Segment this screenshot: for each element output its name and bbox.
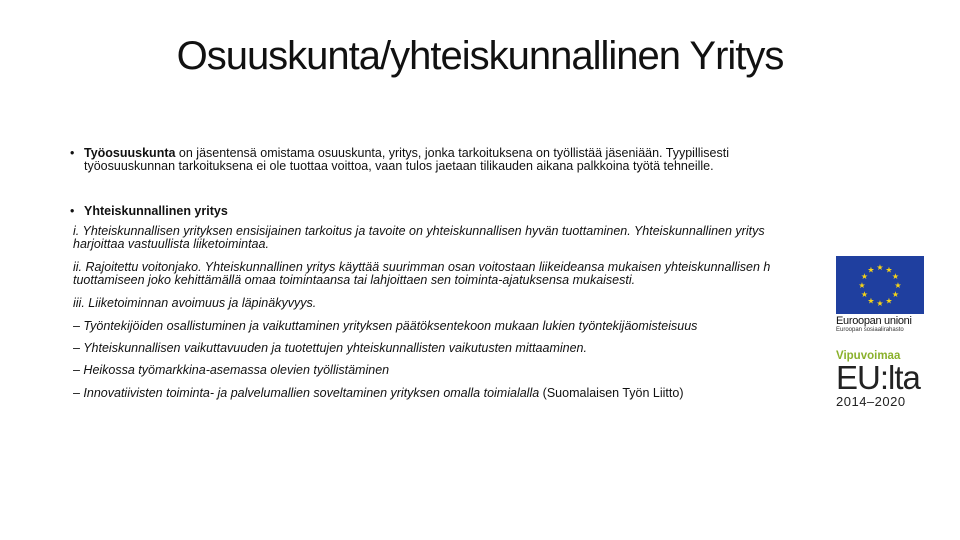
svg-text:★: ★ [876, 263, 884, 272]
svg-text:★: ★ [891, 290, 900, 299]
bullet-text: on jäsentensä omistama osuuskunta, yritys, jonka tarkoituksena on työllistää jäseniään. Tyypillisesti [175, 146, 729, 160]
vipuvoimaa-name: Vipuvoimaa [836, 350, 901, 362]
bullet-term: Yhteiskunnallinen yritys [84, 204, 228, 218]
svg-text:★: ★ [867, 296, 875, 306]
svg-text:★: ★ [885, 265, 893, 275]
eu-logo [836, 256, 926, 333]
eu-flag-icon [836, 256, 924, 314]
slide-title: Osuuskunta/yhteiskunnallinen Yritys [176, 34, 784, 78]
svg-text:★: ★ [885, 296, 893, 306]
bullet-yhteiskunnallinen-yritys [70, 205, 228, 218]
bullet-text-line2: työosuuskunnan tarkoituksena ei ole tuottaa voittoa, vaan tulos jaetaan tilikauden aikana palkkoina työtä tehneille. [84, 159, 714, 173]
eu-subcaption: Euroopan sosiaalirahasto [836, 327, 904, 333]
svg-text:★: ★ [867, 265, 875, 275]
vipuvoimaa-logo [836, 350, 936, 409]
bullet-marker: • [70, 146, 75, 160]
svg-text:★: ★ [860, 290, 869, 299]
svg-text:★: ★ [858, 281, 866, 290]
criterion-i-line2: harjoittaa vastuullista liiketoimintaa. [73, 237, 269, 251]
criterion-i [73, 225, 843, 251]
dash-item-employment: – Heikossa työmarkkina-asemassa olevien työllistäminen [73, 364, 390, 377]
bullet-marker: • [70, 204, 75, 218]
svg-text:★: ★ [891, 272, 900, 281]
criterion-i-line1: i. Yhteiskunnallisen yrityksen ensisijainen tarkoitus ja tavoite on yhteiskunnallisen hyvän tuottaminen. Yhteiskunnallinen yritys [73, 225, 765, 238]
bullet-term: Työosuuskunta [84, 146, 176, 160]
bullet-tyoosuuskunta [70, 147, 810, 173]
dash-item-innovation [73, 387, 684, 400]
vipuvoimaa-years: 2014–2020 [836, 394, 906, 409]
criterion-iii: iii. Liiketoiminnan avoimuus ja läpinäkyvyys. [73, 297, 317, 310]
vipuvoimaa-mark: EU:lta [836, 359, 920, 396]
criterion-ii-line2: tuottamiseen joko kehittämällä omaa toimintaansa tai lahjoittaen sen toiminta-ajatuksensa mukaisesti. [73, 273, 636, 287]
eu-caption: Euroopan unioni [836, 315, 912, 327]
dash-item-employee-participation: – Työntekijöiden osallistuminen ja vaikuttaminen yrityksen päätöksentekoon mukaan lukien työntekijäomisteisuus [73, 320, 698, 333]
svg-text:★: ★ [860, 272, 869, 281]
criterion-ii [73, 261, 843, 287]
svg-text:★: ★ [894, 281, 902, 290]
dash-item-innovation-text: – Innovatiivisten toiminta- ja palvelumallien soveltaminen yrityksen omalla toimialalla [73, 387, 543, 400]
criterion-ii-line1: ii. Rajoitettu voitonjako. Yhteiskunnallinen yritys käyttää suurimman osan voitostaan liikeideansa mukaisen yhteiskunnallisen h [73, 261, 771, 274]
source-citation: (Suomalaisen Työn Liitto) [542, 387, 684, 400]
dash-item-impact-measurement: – Yhteiskunnallisen vaikuttavuuden ja tuotettujen yhteiskunnallisten vaikutusten mittaaminen. [73, 342, 587, 355]
svg-text:★: ★ [876, 299, 884, 308]
